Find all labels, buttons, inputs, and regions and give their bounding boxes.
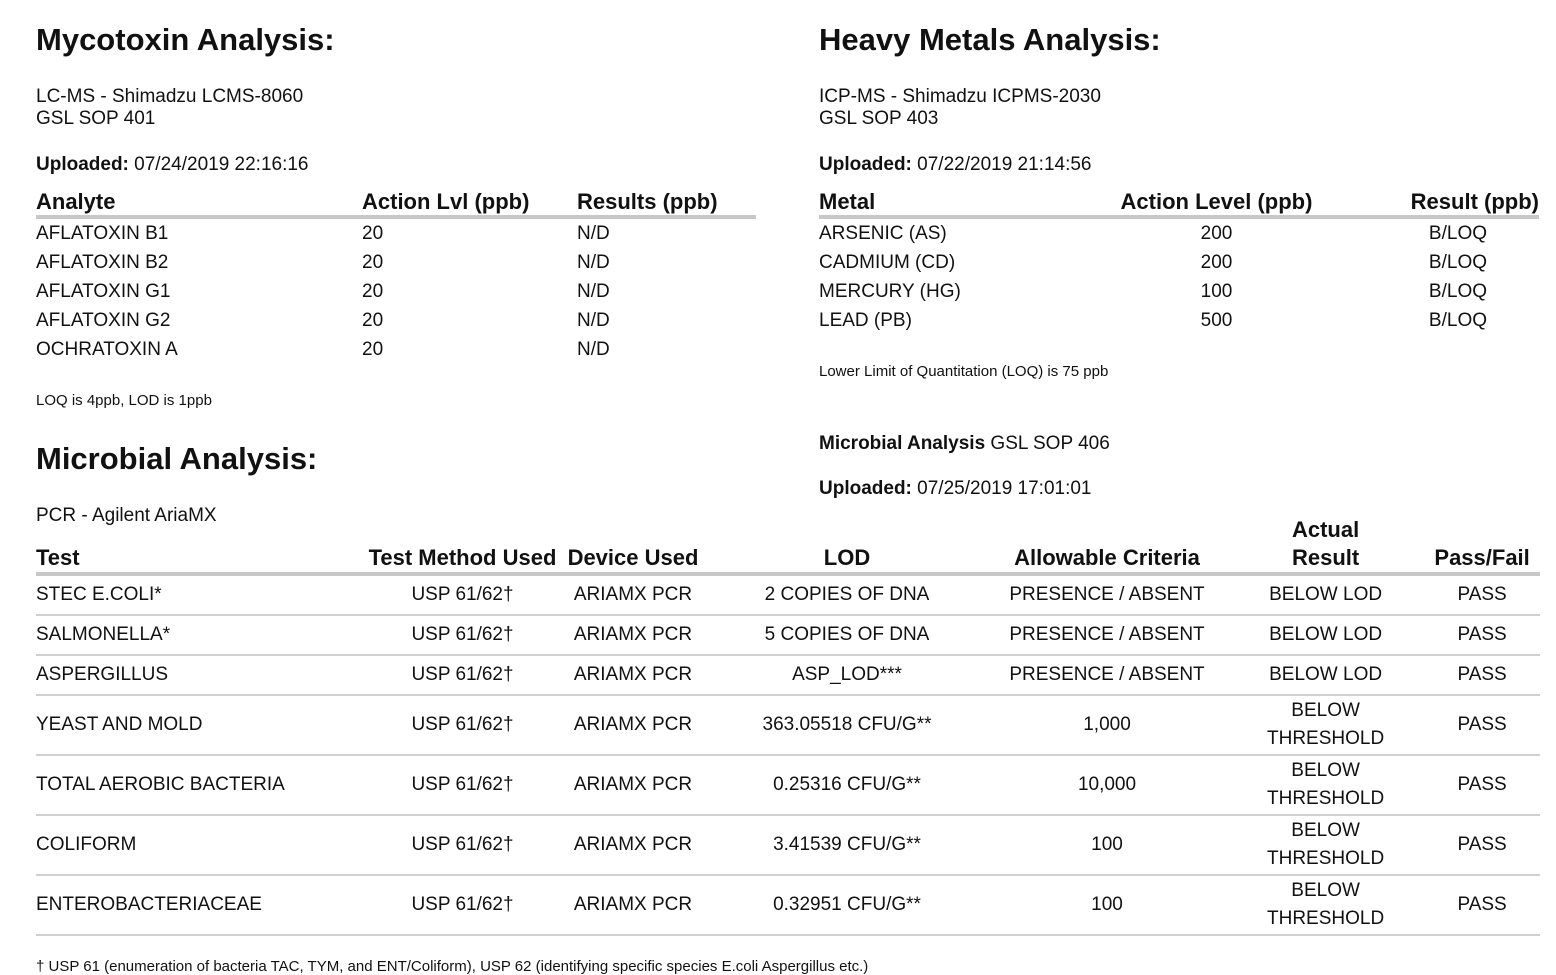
table-cell: BELOW THRESHOLD xyxy=(1227,875,1424,935)
table-cell: PRESENCE / ABSENT xyxy=(987,655,1227,695)
table-cell: AFLATOXIN G1 xyxy=(36,281,171,302)
table-cell: PASS xyxy=(1424,875,1540,935)
mycotoxin-note: LOQ is 4ppb, LOD is 1ppb xyxy=(36,392,212,409)
table-cell: BELOW LOD xyxy=(1227,615,1424,655)
metals-method: ICP-MS - Shimadzu ICPMS-2030 GSL SOP 403 xyxy=(819,86,1101,129)
table-cell: COLIFORM xyxy=(36,815,366,875)
microbial-uploaded: Uploaded: 07/25/2019 17:01:01 xyxy=(819,478,1092,499)
microbial-sop: Microbial Analysis GSL SOP 406 xyxy=(819,433,1110,454)
table-cell: 500 xyxy=(1200,310,1233,331)
table-cell: USP 61/62† xyxy=(366,574,559,615)
table-row xyxy=(36,574,1540,615)
table-cell: AFLATOXIN G2 xyxy=(36,310,171,331)
table-cell: 2 COPIES OF DNA xyxy=(707,574,987,615)
table-cell: ARIAMX PCR xyxy=(559,815,707,875)
table-cell: 3.41539 CFU/G** xyxy=(707,815,987,875)
table-row xyxy=(36,277,756,306)
table-cell: BELOW THRESHOLD xyxy=(1227,755,1424,815)
table-cell: ARIAMX PCR xyxy=(559,574,707,615)
table-row xyxy=(36,217,756,248)
table-cell: USP 61/62† xyxy=(366,815,559,875)
table-cell: PASS xyxy=(1424,655,1540,695)
mycotoxin-uploaded: Uploaded: 07/24/2019 22:16:16 xyxy=(36,154,309,175)
metals-note: Lower Limit of Quantitation (LOQ) is 75 ppb xyxy=(819,363,1109,380)
table-cell: USP 61/62† xyxy=(366,655,559,695)
table-cell: PASS xyxy=(1424,615,1540,655)
table-cell: B/LOQ xyxy=(1428,310,1487,331)
table-cell: ARIAMX PCR xyxy=(559,655,707,695)
table-cell: 20 xyxy=(362,310,384,331)
table-cell: ENTEROBACTERIACEAE xyxy=(36,875,366,935)
table-cell: USP 61/62† xyxy=(366,615,559,655)
table-cell: 100 xyxy=(987,875,1227,935)
table-cell: BELOW LOD xyxy=(1227,574,1424,615)
table-cell: B/LOQ xyxy=(1428,223,1487,244)
table-cell: PASS xyxy=(1424,695,1540,755)
table-cell: STEC E.COLI* xyxy=(36,574,366,615)
table-cell: 100 xyxy=(987,815,1227,875)
table-cell: 200 xyxy=(1200,252,1233,273)
microbial-footnote: † USP 61 (enumeration of bacteria TAC, TYM, and ENT/Coliform), USP 62 (identifying specific species E.coli Aspergillus etc.) xyxy=(36,958,869,975)
table-cell: 5 COPIES OF DNA xyxy=(707,615,987,655)
table-cell: LEAD (PB) xyxy=(819,310,912,331)
table-cell: ARIAMX PCR xyxy=(559,615,707,655)
table-row xyxy=(36,695,1540,755)
table-cell: 100 xyxy=(1200,281,1233,302)
table-row xyxy=(36,248,756,277)
table-row xyxy=(36,335,756,364)
table-cell: PASS xyxy=(1424,755,1540,815)
table-cell: YEAST AND MOLD xyxy=(36,695,366,755)
table-cell: AFLATOXIN B1 xyxy=(36,223,169,244)
table-cell: N/D xyxy=(577,310,610,331)
table-cell: SALMONELLA* xyxy=(36,615,366,655)
table-cell: PRESENCE / ABSENT xyxy=(987,574,1227,615)
table-cell: BELOW THRESHOLD xyxy=(1227,695,1424,755)
table-cell: MERCURY (HG) xyxy=(819,281,961,302)
table-cell: ARIAMX PCR xyxy=(559,755,707,815)
table-cell: ARSENIC (AS) xyxy=(819,223,947,244)
table-cell: AFLATOXIN B2 xyxy=(36,252,169,273)
table-cell: 0.32951 CFU/G** xyxy=(707,875,987,935)
table-cell: ASPERGILLUS xyxy=(36,655,366,695)
mycotoxin-title: Mycotoxin Analysis: xyxy=(36,22,335,57)
mycotoxin-table: Analyte Action Lvl (ppb) Results (ppb) AFLATOXIN B1 20 N/D AFLATOXIN B2 20 N/D AFLATOXIN G1 20 N/D AFLATOXIN G2 20 N/D OCHRATOXIN A 20 N/D xyxy=(36,189,756,364)
table-cell: PRESENCE / ABSENT xyxy=(987,615,1227,655)
table-cell: B/LOQ xyxy=(1428,252,1487,273)
table-row xyxy=(819,248,1539,277)
table-row xyxy=(36,755,1540,815)
table-cell: 20 xyxy=(362,252,384,273)
table-row xyxy=(819,217,1539,248)
table-cell: ARIAMX PCR xyxy=(559,875,707,935)
table-cell: CADMIUM (CD) xyxy=(819,252,956,273)
table-cell: ASP_LOD*** xyxy=(707,655,987,695)
microbial-method: PCR - Agilent AriaMX xyxy=(36,505,217,526)
table-row xyxy=(36,875,1540,935)
table-cell: 10,000 xyxy=(987,755,1227,815)
table-cell: PASS xyxy=(1424,815,1540,875)
table-cell: USP 61/62† xyxy=(366,755,559,815)
table-cell: B/LOQ xyxy=(1428,281,1487,302)
table-cell: PASS xyxy=(1424,574,1540,615)
table-row xyxy=(36,815,1540,875)
table-cell: TOTAL AEROBIC BACTERIA xyxy=(36,755,366,815)
table-row xyxy=(36,306,756,335)
table-cell: 20 xyxy=(362,223,384,244)
table-cell: OCHRATOXIN A xyxy=(36,339,178,360)
metals-title: Heavy Metals Analysis: xyxy=(819,22,1161,57)
table-row xyxy=(819,306,1539,335)
table-cell: 200 xyxy=(1200,223,1233,244)
table-cell: BELOW THRESHOLD xyxy=(1227,815,1424,875)
metals-table: Metal Action Level (ppb) Result (ppb) ARSENIC (AS) 200 B/LOQ CADMIUM (CD) 200 B/LOQ MERCURY (HG) 100 B/LOQ LEAD (PB) 500 B/LOQ xyxy=(819,189,1539,335)
metals-uploaded: Uploaded: 07/22/2019 21:14:56 xyxy=(819,154,1092,175)
table-cell: 363.05518 CFU/G** xyxy=(707,695,987,755)
table-cell: N/D xyxy=(577,223,610,244)
table-cell: 0.25316 CFU/G** xyxy=(707,755,987,815)
table-cell: 20 xyxy=(362,339,384,360)
mycotoxin-method: LC-MS - Shimadzu LCMS-8060 GSL SOP 401 xyxy=(36,86,304,129)
table-cell: ARIAMX PCR xyxy=(559,695,707,755)
table-cell: N/D xyxy=(577,281,610,302)
table-cell: BELOW LOD xyxy=(1227,655,1424,695)
microbial-table: Test Test Method Used Device Used LOD Allowable Criteria Actual Result Pass/Fail STEC E.COLI* USP 61/62† ARIAMX PCR 2 COPIES OF DNA PRESENCE / ABSENT BELOW LOD PASS SALMONELLA* USP 61/62† ARIAMX PCR 5 COPIES OF DNA PRESENCE / ABSENT BELOW LOD PASS ASPERGILLUS USP 61/62† ARIAMX PCR ASP_LOD*** PRESENCE / ABSENT BELOW LOD PASS YEAST AND MOLD USP 61/62† ARIAMX PCR 363.05518 CFU/G** 1,000 BELOW THRESHOLD PASS TOTAL AEROBIC BACTERIA USP 61/62† ARIAMX PCR 0.25316 CFU/G** 10,000 BELOW THRESHOLD PASS COLIFORM USP 61/62† ARIAMX PCR 3.41539 CFU/G** 100 BELOW THRESHOLD PASS ENTEROBACTERIACEAE USP 61/62† ARIAMX PCR 0.32951 CFU/G** 100 BELOW THRESHOLD PASS xyxy=(36,516,1540,936)
microbial-title: Microbial Analysis: xyxy=(36,441,318,476)
table-row xyxy=(819,277,1539,306)
table-row xyxy=(36,655,1540,695)
table-cell: 20 xyxy=(362,281,384,302)
table-cell: USP 61/62† xyxy=(366,875,559,935)
table-cell: N/D xyxy=(577,339,610,360)
table-row xyxy=(36,615,1540,655)
table-cell: USP 61/62† xyxy=(366,695,559,755)
table-cell: N/D xyxy=(577,252,610,273)
table-cell: 1,000 xyxy=(987,695,1227,755)
